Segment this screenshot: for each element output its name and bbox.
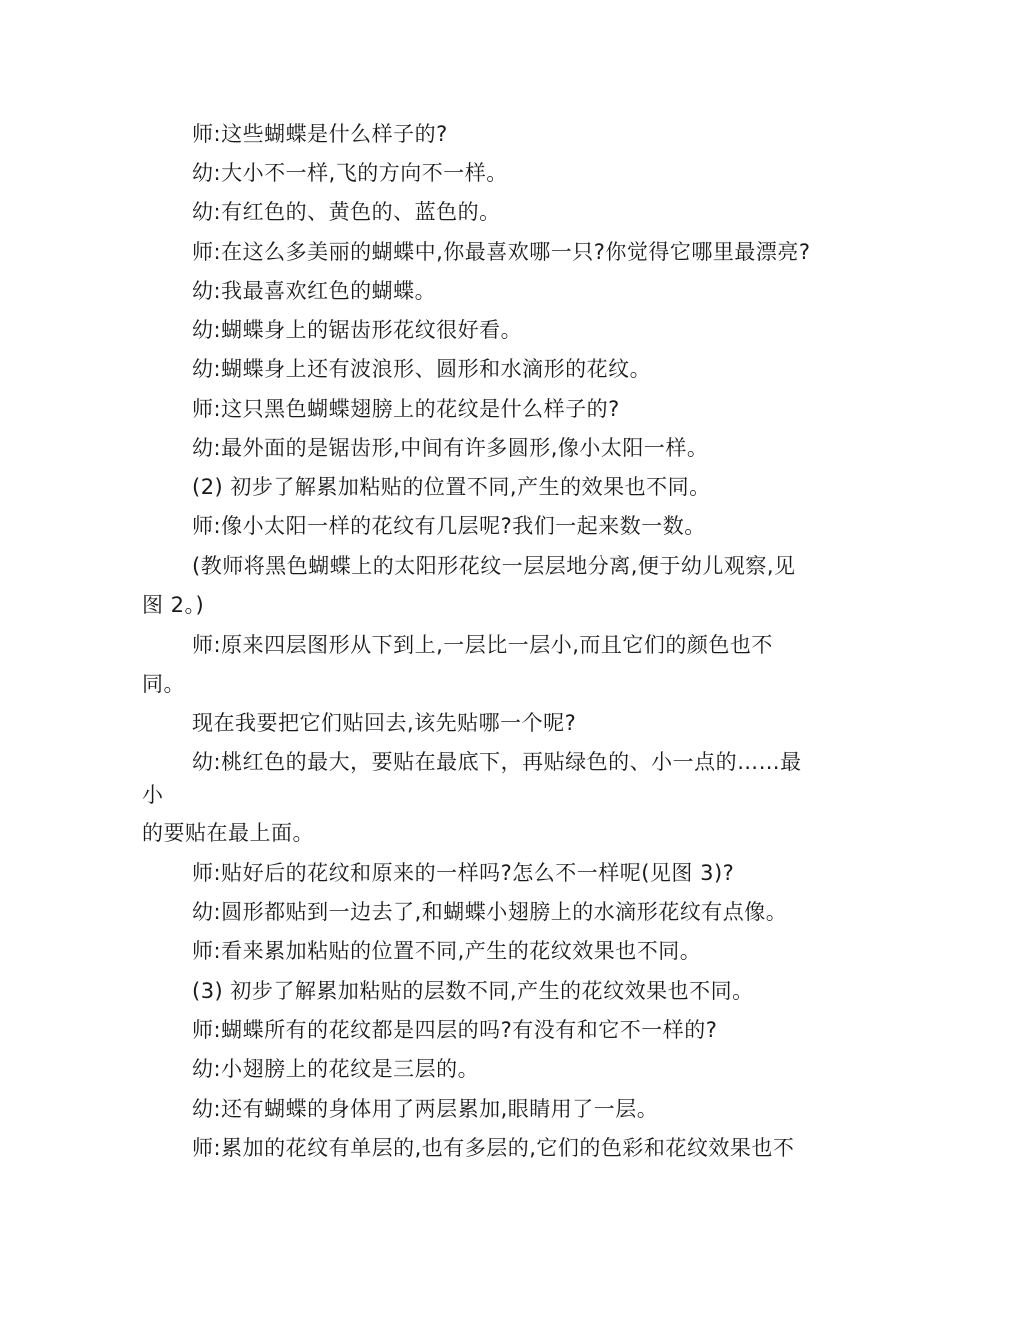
text-line: 幼:最外面的是锯齿形,中间有许多圆形,像小太阳一样。: [192, 436, 709, 460]
text-line: 同。: [142, 672, 185, 696]
text-line: 师:这只黑色蝴蝶翅膀上的花纹是什么样子的?: [192, 397, 620, 421]
text-line: (教师将黑色蝴蝶上的太阳形花纹一层层地分离,便于幼儿观察,见: [192, 554, 796, 578]
text-line: 师:这些蝴蝶是什么样子的?: [192, 122, 448, 146]
text-line: 幼:蝴蝶身上还有波浪形、圆形和水滴形的花纹。: [192, 357, 652, 381]
text-line: 小: [142, 783, 164, 807]
text-line: 幼:还有蝴蝶的身体用了两层累加,眼睛用了一层。: [192, 1097, 659, 1121]
text-line: 幼:小翅膀上的花纹是三层的。: [192, 1057, 480, 1081]
text-line: 师:原来四层图形从下到上,一层比一层小,而且它们的颜色也不: [192, 633, 773, 657]
text-line: 师:蝴蝶所有的花纹都是四层的吗?有没有和它不一样的?: [192, 1018, 718, 1042]
text-line: 师:看来累加粘贴的位置不同,产生的花纹效果也不同。: [192, 939, 702, 963]
text-line: 师:累加的花纹有单层的,也有多层的,它们的色彩和花纹效果也不: [192, 1136, 795, 1160]
text-line: 幼:圆形都贴到一边去了,和蝴蝶小翅膀上的水滴形花纹有点像。: [192, 900, 788, 924]
section-heading: (3) 初步了解累加粘贴的层数不同,产生的花纹效果也不同。: [192, 979, 754, 1003]
text-line: 现在我要把它们贴回去,该先贴哪一个呢?: [192, 711, 577, 735]
section-heading: (2) 初步了解累加粘贴的位置不同,产生的效果也不同。: [192, 475, 711, 499]
text-line: 幼:蝴蝶身上的锯齿形花纹很好看。: [192, 318, 523, 342]
text-line: 图 2。): [142, 593, 205, 617]
text-line: 幼:有红色的、黄色的、蓝色的。: [192, 200, 501, 224]
text-line: 师:在这么多美丽的蝴蝶中,你最喜欢哪一只?你觉得它哪里最漂亮?: [192, 240, 811, 264]
text-line: 幼:大小不一样,飞的方向不一样。: [192, 161, 508, 185]
text-line: 的要贴在最上面。: [142, 821, 314, 845]
text-line: 幼:我最喜欢红色的蝴蝶。: [192, 279, 437, 303]
text-line: 幼:桃红色的最大，要贴在最底下，再贴绿色的、小一点的……最: [192, 750, 802, 774]
text-line: 师:贴好后的花纹和原来的一样吗?怎么不一样呢(见图 3)?: [192, 861, 735, 885]
text-line: 师:像小太阳一样的花纹有几层呢?我们一起来数一数。: [192, 514, 706, 538]
